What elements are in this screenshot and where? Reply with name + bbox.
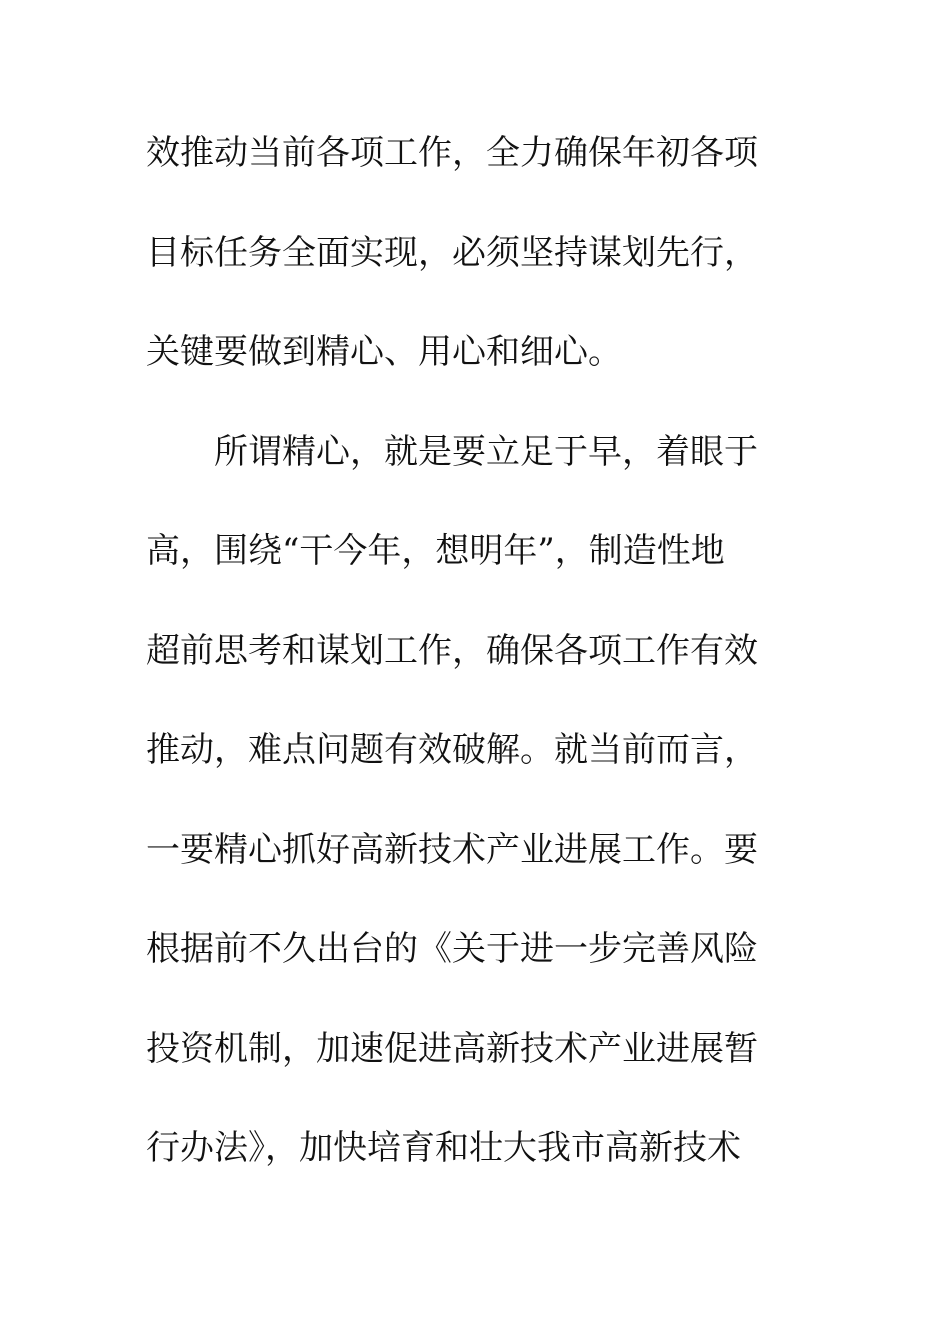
text-line: 一要精心抓好高新技术产业进展工作。要 <box>146 829 758 870</box>
text-line: 目标任务全面实现，必须坚持谋划先行， <box>146 232 758 273</box>
text-line: 推动，难点问题有效破解。就当前而言， <box>146 730 758 770</box>
text-line: 超前思考和谋划工作，确保各项工作有效 <box>146 630 758 671</box>
text-line: 效推动当前各项工作，全力确保年初各项 <box>146 133 758 173</box>
text-line: 关键要做到精心、用心和细心。 <box>146 332 622 372</box>
text-line: 根据前不久出台的《关于进一步完善风险 <box>146 929 758 969</box>
text-line: 高，围绕“干今年，想明年”，制造性地 <box>146 531 725 571</box>
paragraph-start-line: 所谓精心，就是要立足于早，着眼于 <box>214 431 758 472</box>
text-line: 投资机制，加速促进高新技术产业进展暂 <box>146 1028 758 1069</box>
text-line: 行办法》，加快培育和壮大我市高新技术 <box>146 1128 741 1168</box>
body-text <box>146 121 806 1216</box>
